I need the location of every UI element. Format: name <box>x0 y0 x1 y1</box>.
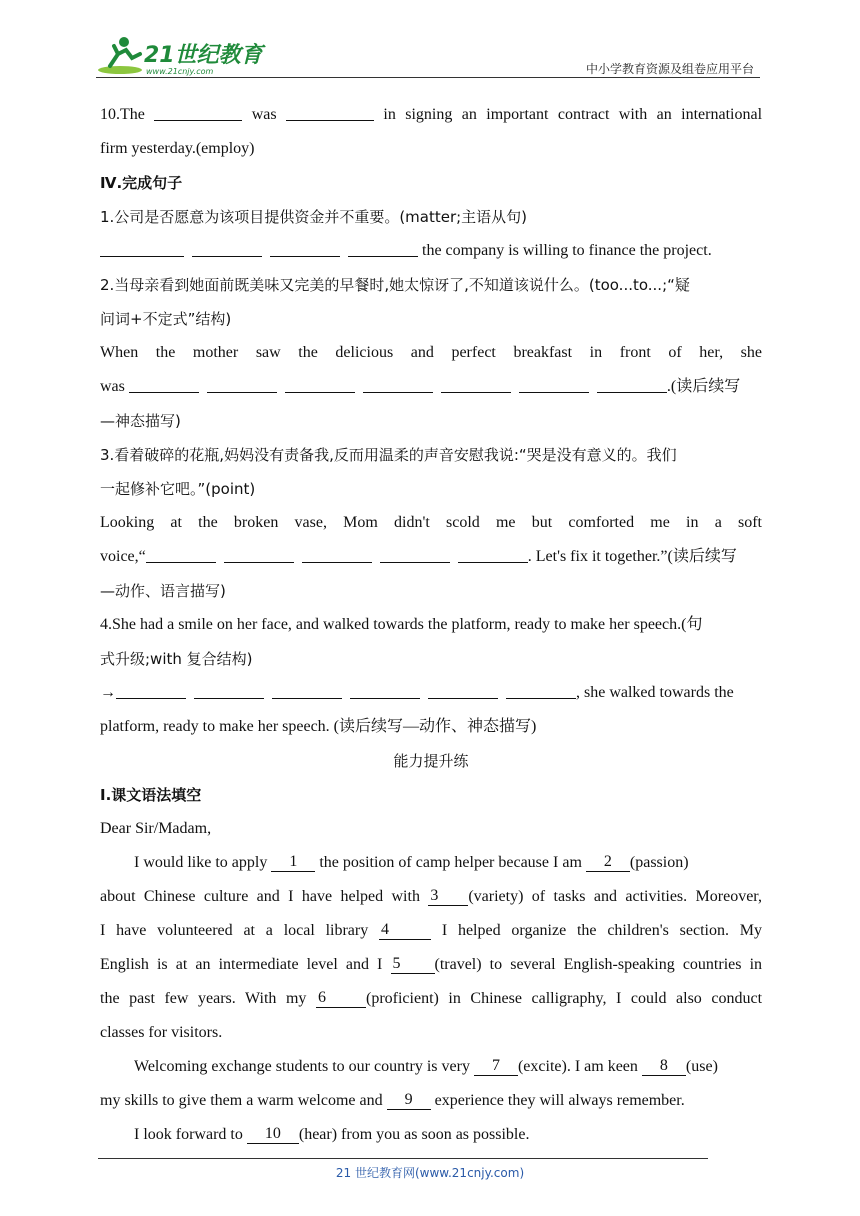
blank[interactable] <box>207 376 277 393</box>
s2-english-1: When the mother saw the delicious and perfect breakfast in front of her, she <box>100 344 762 361</box>
s4-answer-line <box>100 676 762 710</box>
text: (variety) of tasks and activities. Moreover, <box>468 888 762 905</box>
answer-blank-2[interactable]: 2 <box>586 853 630 872</box>
text: the position of camp helper because I am <box>319 854 582 871</box>
letter-p1-line1 <box>100 846 762 880</box>
blank[interactable] <box>350 682 420 699</box>
letter-p1-line6: classes for visitors. <box>100 1024 223 1041</box>
s4-english-1: 4.She had a smile on her face, and walked towards the platform, ready to make her speech.(句 <box>100 616 703 633</box>
svg-text:www.21cnjy.com: www.21cnjy.com <box>146 67 214 76</box>
s3-english-1: Looking at the broken vase, Mom didn't scold me but comforted me in a soft <box>100 514 762 531</box>
s3-chinese-2: 一起修补它吧。”(point) <box>100 480 256 498</box>
blank[interactable] <box>285 376 355 393</box>
text: my skills to give them a warm welcome and <box>100 1092 383 1109</box>
answer-blank-1[interactable]: 1 <box>271 853 315 872</box>
text: (passion) <box>629 854 689 871</box>
text: 10.The <box>100 106 145 123</box>
text: (travel) to several English-speaking countries in <box>434 956 762 973</box>
answer-blank-7[interactable]: 7 <box>474 1057 518 1076</box>
platform-name: 中小学教育资源及组卷应用平台 <box>585 62 754 76</box>
answer-blank-8[interactable]: 8 <box>642 1057 686 1076</box>
letter-p2-line2 <box>100 1084 762 1118</box>
text: (hear) from you as soon as possible. <box>298 1126 530 1143</box>
s3-english-3: —动作、语言描写) <box>100 582 226 600</box>
blank[interactable] <box>272 682 342 699</box>
footer-link[interactable]: 21 世纪教育网(www.21cnjy.com) <box>335 1166 525 1180</box>
section-heading: 能力提升练 <box>393 752 469 770</box>
header-divider <box>96 77 760 78</box>
svg-text:21世纪教育: 21世纪教育 <box>144 43 263 68</box>
blank[interactable] <box>363 376 433 393</box>
s2-chinese-2: 问词+不定式”结构) <box>100 310 232 328</box>
s4-chinese-2: 式升级;with 复合结构) <box>100 650 253 668</box>
text: the past few years. With my <box>100 990 307 1007</box>
letter-p2-line1 <box>100 1050 762 1084</box>
blank[interactable] <box>348 240 418 257</box>
text: was <box>100 378 125 395</box>
q10-line2: firm yesterday.(employ) <box>100 140 255 157</box>
text: about Chinese culture and I have helped with <box>100 888 420 905</box>
text: was <box>251 106 277 123</box>
blank[interactable] <box>146 546 216 563</box>
blank[interactable] <box>270 240 340 257</box>
blank[interactable] <box>458 546 528 563</box>
text: (proficient) in Chinese calligraphy, I could also conduct <box>365 990 762 1007</box>
site-logo <box>96 34 276 78</box>
text: voice,“ <box>100 548 146 565</box>
blank[interactable] <box>154 104 242 121</box>
letter-p1-line2 <box>100 880 762 914</box>
letter-p1-line4 <box>100 948 762 982</box>
blank[interactable] <box>224 546 294 563</box>
s2-english-2 <box>100 370 762 404</box>
letter-greeting: Dear Sir/Madam, <box>100 820 212 837</box>
answer-blank-10[interactable]: 10 <box>247 1125 299 1144</box>
answer-blank-5[interactable]: 5 <box>391 955 435 974</box>
answer-blank-6[interactable]: 6 <box>316 989 366 1008</box>
text: in signing an important contract with an international <box>383 106 762 123</box>
blank[interactable] <box>441 376 511 393</box>
blank[interactable] <box>129 376 199 393</box>
blank[interactable] <box>192 240 262 257</box>
blank[interactable] <box>286 104 374 121</box>
s3-chinese-1: 3.看着破碎的花瓶,妈妈没有责备我,反而用温柔的声音安慰我说:“哭是没有意义的。我们 <box>100 446 677 464</box>
text: Welcoming exchange students to our country is very <box>134 1058 470 1075</box>
text: (use) <box>685 1058 718 1075</box>
text: I would like to apply <box>134 854 268 871</box>
text: .(读后续写 <box>666 378 741 395</box>
text: English is at an intermediate level and I <box>100 956 383 973</box>
page-header <box>96 30 760 78</box>
answer-blank-4[interactable]: 4 <box>379 921 431 940</box>
s2-english-3: —神态描写) <box>100 412 181 430</box>
blank[interactable] <box>116 682 186 699</box>
blank[interactable] <box>194 682 264 699</box>
blank[interactable] <box>597 376 667 393</box>
text: I have volunteered at a local library <box>100 922 369 939</box>
q10-line1 <box>100 98 762 132</box>
s2-chinese-1: 2.当母亲看到她面前既美味又完美的早餐时,她太惊讶了,不知道该说什么。(too...to...;“疑 <box>100 276 690 294</box>
section-i-title: Ⅰ.课文语法填空 <box>100 786 202 804</box>
text: I look forward to <box>134 1126 243 1143</box>
text: , she walked towards the <box>576 684 734 701</box>
text: . Let's fix it together.”(读后续写 <box>527 548 737 565</box>
s1-english <box>100 234 762 268</box>
blank[interactable] <box>302 546 372 563</box>
letter-p1-line3 <box>100 914 762 948</box>
letter-p3-line1 <box>100 1118 762 1152</box>
letter-p1-line5 <box>100 982 762 1016</box>
arrow-icon: → <box>100 684 116 701</box>
blank[interactable] <box>100 240 184 257</box>
document-body <box>100 98 762 1152</box>
footer-divider <box>98 1158 708 1159</box>
answer-blank-9[interactable]: 9 <box>387 1091 431 1110</box>
s4-english-4: platform, ready to make her speech. (读后续写—动作、神态描写) <box>100 718 537 735</box>
s3-english-2 <box>100 540 762 574</box>
blank[interactable] <box>506 682 576 699</box>
blank[interactable] <box>428 682 498 699</box>
text: experience they will always remember. <box>434 1092 685 1109</box>
blank[interactable] <box>519 376 589 393</box>
section-iv-title: Ⅳ.完成句子 <box>100 174 183 192</box>
text: the company is willing to finance the project. <box>422 242 712 259</box>
answer-blank-3[interactable]: 3 <box>428 887 468 906</box>
s1-chinese: 1.公司是否愿意为该项目提供资金并不重要。(matter;主语从句) <box>100 208 528 226</box>
text: I helped organize the children's section. My <box>441 922 762 939</box>
text: (excite). I am keen <box>517 1058 638 1075</box>
blank[interactable] <box>380 546 450 563</box>
